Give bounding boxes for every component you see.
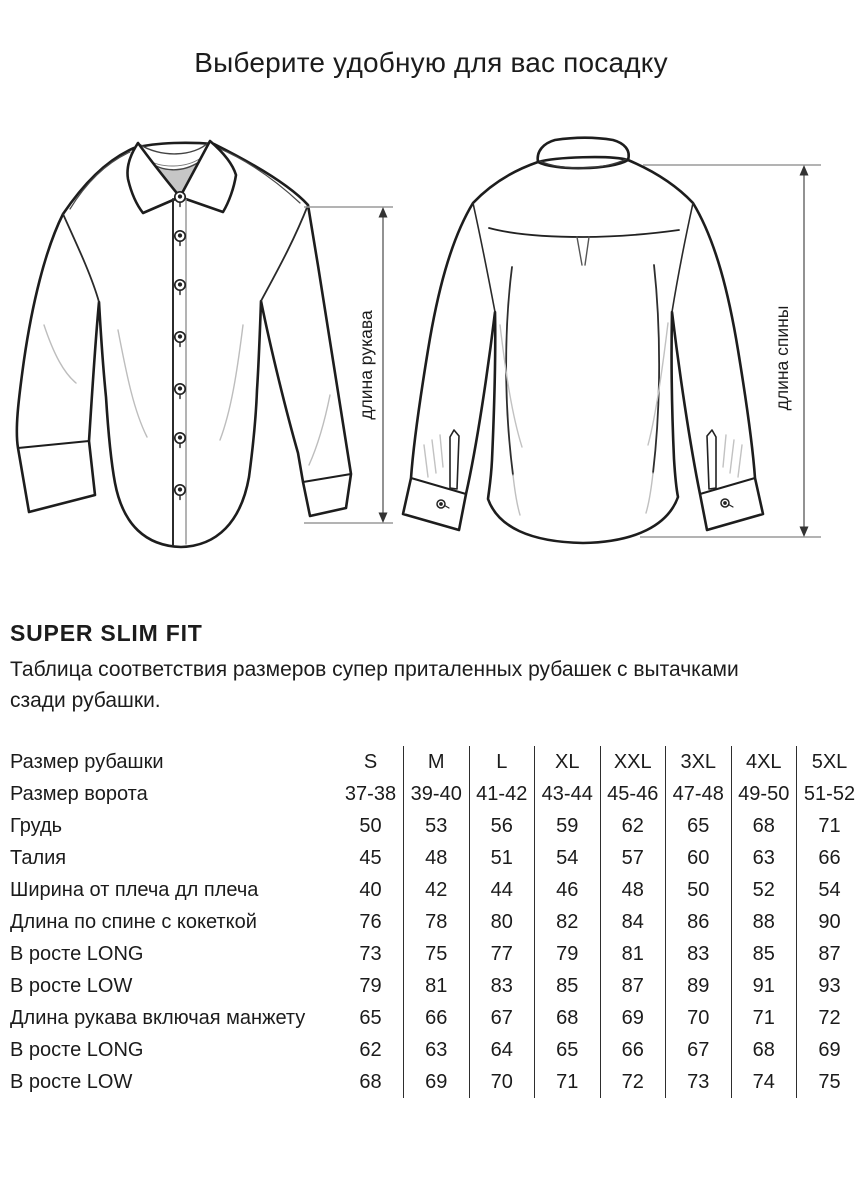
size-value-cell: 57 [600, 842, 666, 874]
size-value-cell: 43-44 [535, 778, 601, 810]
row-label: В росте LOW [10, 1070, 133, 1093]
page-title: Выберите удобную для вас посадку [194, 47, 668, 78]
size-value-cell: 76 [359, 910, 382, 933]
back-length-label: длина спины [772, 305, 792, 411]
table-row [10, 938, 862, 970]
row-label: Размер рубашки [10, 750, 164, 773]
size-value-cell: 67 [666, 1034, 732, 1066]
table-row [10, 842, 862, 874]
size-value-cell: 50 [666, 874, 732, 906]
size-value-cell: 47-48 [666, 778, 732, 810]
sleeve-length-label: длина рукава [356, 310, 376, 420]
size-table [10, 746, 862, 1098]
size-value-cell: 42 [404, 874, 470, 906]
size-value-cell: 75 [797, 1066, 862, 1098]
row-label: Грудь [10, 814, 63, 837]
row-label: В росте LOW [10, 974, 133, 997]
size-value-cell: 71 [731, 1002, 797, 1034]
row-label: Размер ворота [10, 782, 148, 805]
table-row [10, 746, 862, 778]
size-value-cell: 69 [600, 1002, 666, 1034]
back-collar [538, 138, 629, 168]
size-value-cell: 71 [535, 1066, 601, 1098]
size-value-cell: 54 [535, 842, 601, 874]
size-value-cell: 84 [600, 906, 666, 938]
row-label: Длина рукава включая манжету [10, 1006, 306, 1029]
size-value-cell: 54 [797, 874, 862, 906]
size-value-cell: M [404, 746, 470, 778]
size-value-cell: 70 [469, 1066, 535, 1098]
size-value-cell: 89 [666, 970, 732, 1002]
size-value-cell: 59 [535, 810, 601, 842]
table-row [10, 778, 862, 810]
size-value-cell: 65 [666, 810, 732, 842]
size-value-cell: 39-40 [404, 778, 470, 810]
size-value-cell: 49-50 [731, 778, 797, 810]
size-value-cell: 81 [404, 970, 470, 1002]
size-value-cell: 83 [469, 970, 535, 1002]
size-value-cell: 90 [797, 906, 862, 938]
shirt-measurement-diagram [0, 115, 862, 605]
size-value-cell: 87 [600, 970, 666, 1002]
size-value-cell: 66 [797, 842, 862, 874]
size-value-cell: 78 [404, 906, 470, 938]
section-description [10, 654, 739, 716]
size-value-cell: 70 [666, 1002, 732, 1034]
table-row [10, 1034, 862, 1066]
size-value-cell: 85 [731, 938, 797, 970]
back-shirt-illustration [403, 138, 763, 543]
size-value-cell: 48 [404, 842, 470, 874]
size-value-cell: 65 [359, 1006, 382, 1029]
table-row [10, 906, 862, 938]
size-value-cell: 71 [797, 810, 862, 842]
size-value-cell: 72 [797, 1002, 862, 1034]
size-value-cell: 87 [797, 938, 862, 970]
size-value-cell: 45-46 [600, 778, 666, 810]
row-label: В росте LONG [10, 1038, 144, 1061]
size-value-cell: 66 [600, 1034, 666, 1066]
size-value-cell: 83 [666, 938, 732, 970]
size-value-cell: 79 [535, 938, 601, 970]
size-value-cell: 44 [469, 874, 535, 906]
size-value-cell: 37-38 [344, 782, 397, 805]
size-value-cell: 67 [469, 1002, 535, 1034]
size-value-cell: 50 [359, 814, 382, 837]
size-value-cell: 88 [731, 906, 797, 938]
table-row [10, 874, 862, 906]
size-value-cell: 63 [404, 1034, 470, 1066]
size-value-cell: 62 [600, 810, 666, 842]
row-label: В росте LONG [10, 942, 144, 965]
size-value-cell: 68 [359, 1070, 382, 1093]
size-value-cell: 66 [404, 1002, 470, 1034]
size-value-cell: 64 [469, 1034, 535, 1066]
size-value-cell: 91 [731, 970, 797, 1002]
section-heading: SUPER SLIM FIT [10, 620, 203, 646]
size-value-cell: 73 [666, 1066, 732, 1098]
size-value-cell: 69 [404, 1066, 470, 1098]
size-value-cell: 72 [600, 1066, 666, 1098]
table-row [10, 970, 862, 1002]
table-row [10, 1066, 862, 1098]
size-value-cell: 73 [359, 942, 382, 965]
size-value-cell: L [469, 746, 535, 778]
size-value-cell: 52 [731, 874, 797, 906]
size-value-cell: 93 [797, 970, 862, 1002]
size-value-cell: 56 [469, 810, 535, 842]
size-value-cell: 65 [535, 1034, 601, 1066]
size-value-cell: 86 [666, 906, 732, 938]
size-value-cell: 3XL [666, 746, 732, 778]
size-value-cell: XXL [600, 746, 666, 778]
size-value-cell: 68 [535, 1002, 601, 1034]
size-value-cell: 62 [359, 1038, 382, 1061]
size-value-cell: 69 [797, 1034, 862, 1066]
size-value-cell: 68 [731, 810, 797, 842]
row-label: Длина по спине с кокеткой [10, 910, 257, 933]
size-value-cell: 68 [731, 1034, 797, 1066]
size-value-cell: 85 [535, 970, 601, 1002]
size-table-body [10, 746, 862, 1098]
size-value-cell: 77 [469, 938, 535, 970]
size-value-cell: 40 [359, 878, 382, 901]
size-value-cell: 41-42 [469, 778, 535, 810]
row-label: Ширина от плеча дл плеча [10, 878, 259, 901]
size-value-cell: 81 [600, 938, 666, 970]
size-value-cell: 74 [731, 1066, 797, 1098]
size-value-cell: 79 [359, 974, 382, 997]
size-value-cell: 5XL [797, 746, 862, 778]
size-value-cell: 48 [600, 874, 666, 906]
description-line: сзади рубашки. [10, 689, 161, 712]
description-line: Таблица соответствия размеров супер приталенных рубашек с вытачками [10, 658, 739, 681]
size-value-cell: 75 [404, 938, 470, 970]
size-value-cell: XL [535, 746, 601, 778]
size-value-cell: 63 [731, 842, 797, 874]
size-value-cell: 51 [469, 842, 535, 874]
size-value-cell: 45 [359, 846, 382, 869]
size-value-cell: 82 [535, 906, 601, 938]
size-value-cell: 46 [535, 874, 601, 906]
size-value-cell: S [363, 750, 378, 773]
size-value-cell: 4XL [731, 746, 797, 778]
table-row [10, 1002, 862, 1034]
row-label: Талия [10, 846, 67, 869]
size-value-cell: 80 [469, 906, 535, 938]
front-shirt-illustration [17, 141, 351, 547]
size-value-cell: 51-52 [797, 778, 862, 810]
size-value-cell: 60 [666, 842, 732, 874]
size-value-cell: 53 [404, 810, 470, 842]
table-row [10, 810, 862, 842]
